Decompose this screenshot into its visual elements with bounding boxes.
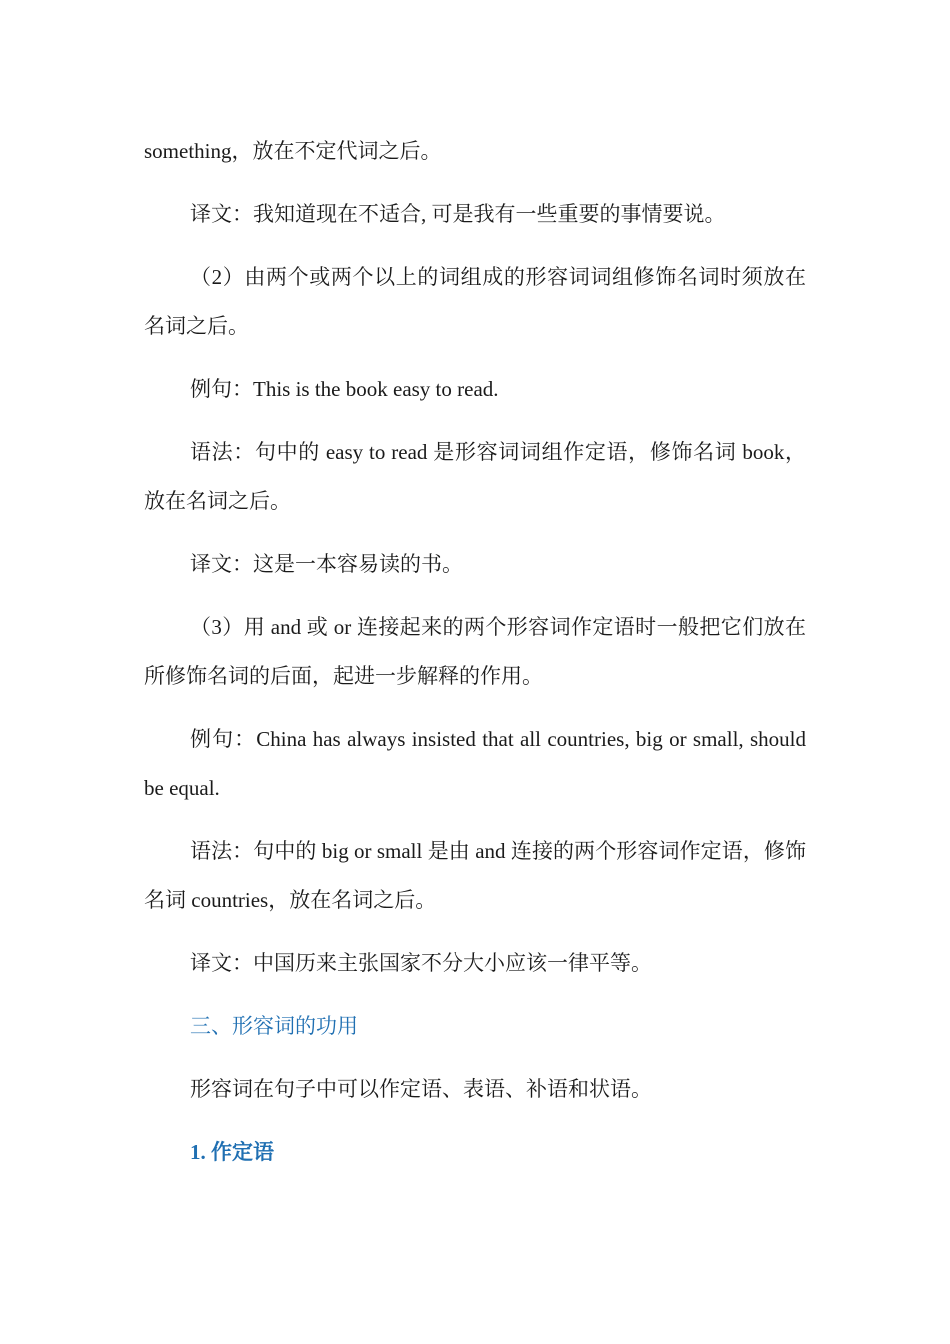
section-heading: 三、形容词的功用 — [190, 1014, 358, 1038]
paragraph-translation-3: 译文：中国历来主张国家不分大小应该一律平等。 — [190, 951, 652, 975]
paragraph-grammar-3: 语法：句中的 big or small 是由 and 连接的两个形容词作定语，修饰名词 countries，放在名词之后。 — [144, 839, 806, 912]
subheading-attributive: 1. 作定语 — [190, 1140, 274, 1164]
document-body — [144, 127, 806, 1191]
paragraph-grammar-2: 语法：句中的 easy to read 是形容词词组作定语，修饰名词 book，放在名词之后。 — [144, 440, 807, 513]
paragraph-rule-2: （2）由两个或两个以上的词组成的形容词词组修饰名词时须放在名词之后。 — [144, 265, 806, 338]
paragraph-continuation: something，放在不定代词之后。 — [144, 139, 442, 163]
paragraph-translation-1: 译文：我知道现在不适合, 可是我有一些重要的事情要说。 — [190, 202, 726, 226]
section-intro: 形容词在句子中可以作定语、表语、补语和状语。 — [190, 1077, 652, 1101]
paragraph-example-2: 例句：This is the book easy to read. — [190, 377, 499, 401]
paragraph-translation-2: 译文：这是一本容易读的书。 — [190, 552, 463, 576]
paragraph-rule-3: （3）用 and 或 or 连接起来的两个形容词作定语时一般把它们放在所修饰名词的后面，起进一步解释的作用。 — [144, 615, 806, 688]
paragraph-example-3: 例句：China has always insisted that all countries, big or small, should be equal. — [144, 727, 806, 800]
